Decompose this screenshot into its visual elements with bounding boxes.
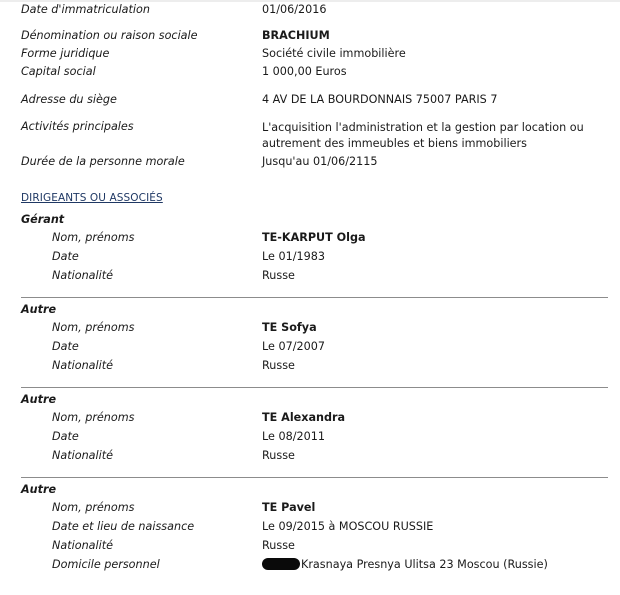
person-date-row (0, 520, 620, 538)
label-duree: Durée de la personne morale (21, 155, 185, 168)
value-nom-prenoms: TE Sofya (262, 321, 317, 334)
label-date: Date (52, 340, 79, 353)
redaction-mark (262, 558, 300, 570)
person-role: Autre (21, 483, 57, 496)
person-name-row (0, 231, 620, 249)
value-activites: L'acquisition l'administration et la gestion par location ou autrement des immeubles et biens immobiliers (262, 121, 584, 150)
value-adresse-siege: 4 AV DE LA BOURDONNAIS 75007 PARIS 7 (262, 93, 498, 106)
section-title-dirigeants: DIRIGEANTS OU ASSOCIÉS (21, 192, 163, 204)
value-nom-prenoms: TE-KARPUT Olga (262, 231, 366, 244)
separator (21, 297, 608, 298)
label-nationalite: Nationalité (52, 539, 113, 552)
person-role: Gérant (21, 213, 65, 226)
label-denomination: Dénomination ou raison sociale (21, 29, 198, 42)
value-duree: Jusqu'au 01/06/2115 (262, 155, 378, 168)
label-nom-prenoms: Nom, prénoms (52, 501, 135, 514)
person-nationalite-row (0, 539, 620, 557)
person-name-row (0, 321, 620, 339)
person-role: Autre (21, 303, 57, 316)
value-forme-juridique: Société civile immobilière (262, 47, 406, 60)
value-date: Le 07/2007 (262, 340, 325, 353)
separator (21, 477, 608, 478)
person-nationalite-row (0, 449, 620, 467)
value-nationalite: Russe (262, 539, 295, 552)
value-date-lieu-naissance: Le 09/2015 à MOSCOU RUSSIE (262, 520, 434, 533)
person-nationalite-row (0, 269, 620, 287)
label-date: Date (52, 430, 79, 443)
label-nom-prenoms: Nom, prénoms (52, 231, 135, 244)
person-date-row (0, 340, 620, 358)
row-adresse-siege (0, 93, 620, 111)
label-adresse-siege: Adresse du siège (21, 93, 117, 106)
label-date-lieu-naissance: Date et lieu de naissance (52, 520, 195, 533)
label-date-immatriculation: Date d'immatriculation (21, 3, 150, 16)
row-duree (0, 155, 620, 173)
value-nationalite: Russe (262, 359, 295, 372)
value-nationalite: Russe (262, 449, 295, 462)
person-role: Autre (21, 393, 57, 406)
label-nom-prenoms: Nom, prénoms (52, 321, 135, 334)
row-capital-social (0, 65, 620, 83)
value-nom-prenoms: TE Alexandra (262, 411, 346, 424)
label-capital-social: Capital social (21, 65, 96, 78)
row-denomination (0, 29, 620, 47)
label-nationalite: Nationalité (52, 269, 113, 282)
person-date-row (0, 250, 620, 268)
value-domicile: Krasnaya Presnya Ulitsa 23 Moscou (Russie) (301, 558, 548, 571)
value-date-immatriculation: 01/06/2016 (262, 3, 327, 16)
value-nationalite: Russe (262, 269, 295, 282)
separator (21, 387, 608, 388)
person-domicile-row (0, 558, 620, 576)
label-date: Date (52, 250, 79, 263)
row-activites (0, 120, 620, 154)
value-capital-social: 1 000,00 Euros (262, 65, 347, 78)
label-domicile: Domicile personnel (52, 558, 160, 571)
row-date-immatriculation (0, 3, 620, 21)
person-name-row (0, 411, 620, 429)
label-nationalite: Nationalité (52, 359, 113, 372)
label-nationalite: Nationalité (52, 449, 113, 462)
label-nom-prenoms: Nom, prénoms (52, 411, 135, 424)
person-nationalite-row (0, 359, 620, 377)
person-name-row (0, 501, 620, 519)
value-domicile-wrapper (262, 558, 548, 571)
value-date: Le 01/1983 (262, 250, 325, 263)
label-forme-juridique: Forme juridique (21, 47, 110, 60)
person-date-row (0, 430, 620, 448)
row-forme-juridique (0, 47, 620, 65)
value-date: Le 08/2011 (262, 430, 325, 443)
value-denomination: BRACHIUM (262, 29, 330, 42)
top-border (0, 0, 620, 2)
label-activites: Activités principales (21, 120, 134, 133)
value-nom-prenoms: TE Pavel (262, 501, 316, 514)
